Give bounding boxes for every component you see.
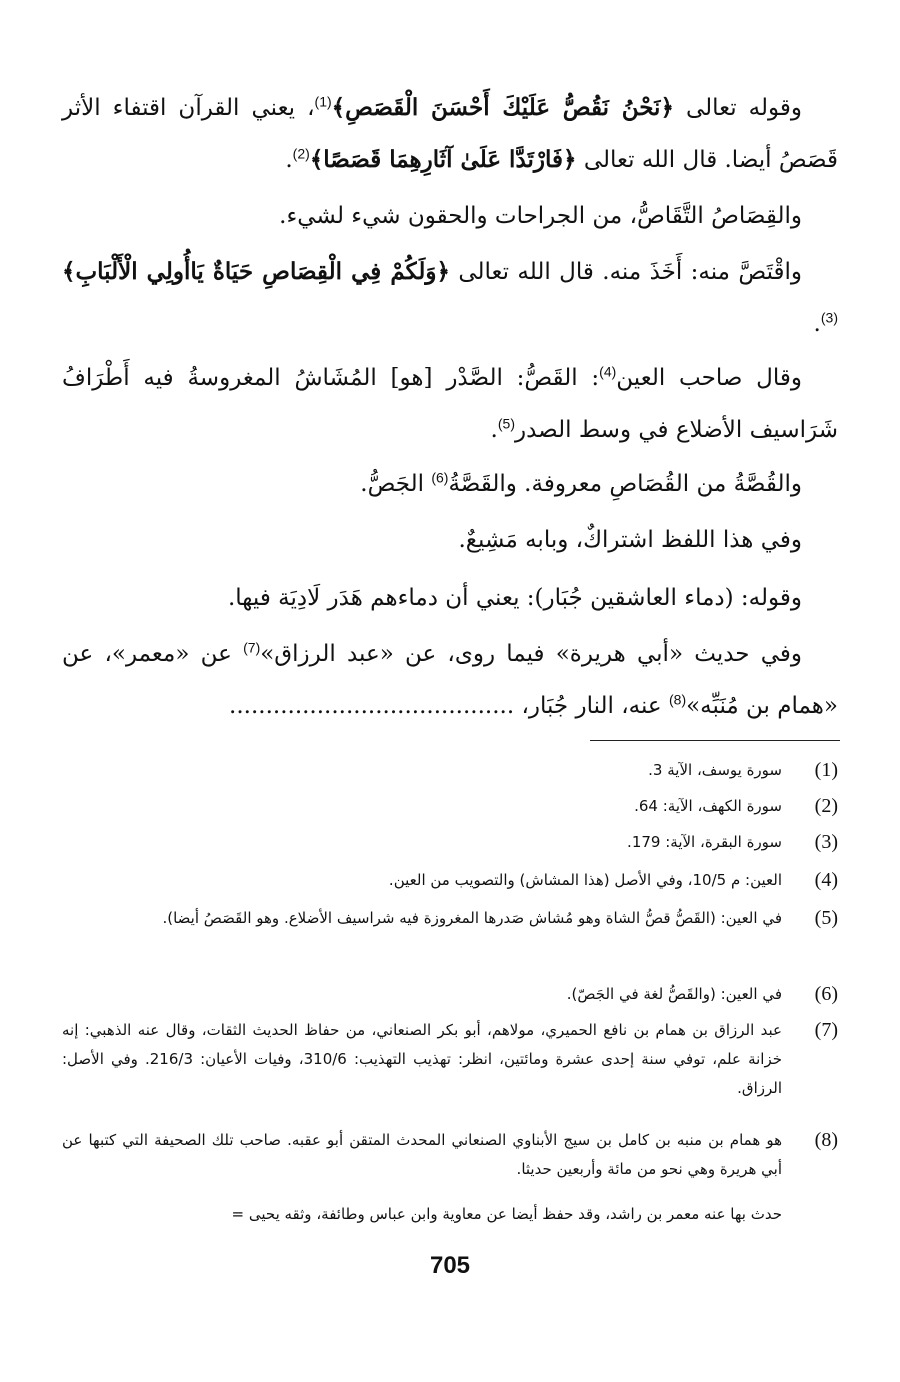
footnote-text: هو همام بن منبه بن كامل بن سيج الأبناوي الصنعاني المحدث المتقن أبو عقبه. صاحب تلك الصحيفة التي كتبها عن أبي هريرة وهي نحو من مائة وأربعين حديثا. <box>62 1131 782 1178</box>
paragraph-4 <box>62 352 838 456</box>
quran-verse-2: ﴿فَارْتَدَّا عَلَىٰ آثَارِهِمَا قَصَصًا﴾ <box>309 146 577 173</box>
footnote-6 <box>62 980 838 1009</box>
footnote-number: (4) <box>814 869 838 891</box>
footnote-text: سورة يوسف، الآية 3. <box>648 761 782 779</box>
footnote-number: (8) <box>814 1129 838 1151</box>
footnote-text: سورة الكهف، الآية: 64. <box>634 797 782 815</box>
footnote-1 <box>62 756 838 785</box>
paragraph-5 <box>62 458 838 510</box>
footnote-7 <box>62 1016 838 1103</box>
paragraph-4-text-b: : القَصُّ: الصَّدْر [هو] المُشَاشُ المغروسةُ فيه أَطْرَافُ شَرَاسيف الأضلاع في وسط الصدر <box>62 365 838 443</box>
footnote-number: (5) <box>814 907 838 929</box>
footnote-continuation: حدث بها عنه معمر بن راشد، وقد حفظ أيضا عن معاوية وابن عباس وطائفة، وثقه يحيى = <box>231 1205 782 1223</box>
footnote-3 <box>62 828 838 857</box>
paragraph-8 <box>62 628 838 732</box>
page-number: 705 <box>429 1252 471 1279</box>
footnote-4 <box>62 866 838 895</box>
paragraph-8-text-b: عن «معمر»، عن «همام بن مُنَبِّه» <box>62 641 838 719</box>
footnote-ref-3[interactable]: (3) <box>820 309 838 326</box>
quran-verse-3: ﴿وَلَكُمْ فِي الْقِصَاصِ حَيَاةٌ يَاأُولِي الْأَلْبَابِ﴾ <box>62 258 450 285</box>
footnote-number: (2) <box>814 795 838 817</box>
footnote-number: (6) <box>814 983 838 1005</box>
footnote-ref-4[interactable]: (4) <box>599 363 617 380</box>
footnote-text: في العين: (القَصُّ قصُّ الشاة وهو مُشاش صَدرها المغروزة فيه شراسيف الأضلاع. وهو القَصَصُ أيضا). <box>162 909 782 927</box>
quran-verse-1: ﴿نَحْنُ نَقُصُّ عَلَيْكَ أَحْسَنَ الْقَصَصِ﴾ <box>331 94 674 121</box>
paragraph-1-text-b: ، يعني القرآن اقتفاء الأثر قَصَصُ أيضا. قال الله تعالى <box>62 95 838 173</box>
paragraph-1 <box>62 82 838 186</box>
footnote-text: عبد الرزاق بن همام بن نافع الحميري، مولاهم، أبو بكر الصنعاني، من حفاظ الحديث الثقات، وقال عنه الذهبي: إنه خزانة علم، توفي سنة إحدى عشرة ومائتين، انظر: تهذيب التهذيب: 310/6، وفيات الأعيان: 216/3. وفي الأصل: الرزاق. <box>62 1021 782 1097</box>
footnote-number: (1) <box>814 759 838 781</box>
paragraph-6: وفي هذا اللفظ اشتراكٌ، وبابه مَشِيعٌ. <box>458 527 802 553</box>
paragraph-1-text-a: وقوله تعالى <box>685 95 802 121</box>
footnote-2 <box>62 792 838 821</box>
paragraph-2: والقِصَاصُ التَّقَاصُّ، من الجراحات والحقون شيء لشيء. <box>279 203 802 229</box>
footnote-number: (7) <box>814 1019 838 1041</box>
paragraph-8-text-c: عنه، النار جُبَار، ....................................... <box>229 693 669 719</box>
footnote-ref-8[interactable]: (8) <box>668 691 687 708</box>
paragraph-4-text-a: وقال صاحب العين <box>616 365 802 391</box>
paragraph-5-text-b: الجَصُّ. <box>360 471 432 497</box>
footnote-ref-2[interactable]: (2) <box>292 145 310 162</box>
footnote-text: سورة البقرة، الآية: 179. <box>627 833 782 851</box>
paragraph-5-text-a: والقُصَّةُ من القُصَاصِ معروفة. والقَصَّةُ <box>448 471 802 497</box>
footnote-ref-5[interactable]: (5) <box>497 415 515 432</box>
paragraph-7: وقوله: (دماء العاشقين جُبَار): يعني أن دماءهم هَدَر لَادِيَة فيها. <box>227 585 802 611</box>
footnote-text: العين: م 10/5، وفي الأصل (هذا المشاش) والتصويب من العين. <box>388 871 782 889</box>
footnote-text: في العين: (والقَصُّ لغة في الجَصّ). <box>566 985 782 1003</box>
footnote-ref-7[interactable]: (7) <box>243 639 261 656</box>
footnote-ref-1[interactable]: (1) <box>314 93 332 110</box>
footnote-5 <box>62 904 838 933</box>
footnote-ref-6[interactable]: (6) <box>431 469 449 486</box>
paragraph-3-text-a: واقْتَصَّ منه: أَخَذَ منه. قال الله تعالى <box>458 259 803 285</box>
paragraph-8-text-a: وفي حديث «أبي هريرة» فيما روى، عن «عبد الرزاق» <box>260 641 802 667</box>
footnote-separator <box>590 740 840 741</box>
footnote-number: (3) <box>814 831 838 853</box>
footnote-8 <box>62 1126 838 1184</box>
paragraph-3-text-b: . <box>813 311 821 337</box>
paragraph-1-text-c: . <box>285 147 293 173</box>
paragraph-4-text-c: . <box>490 417 498 443</box>
paragraph-3 <box>62 246 838 350</box>
